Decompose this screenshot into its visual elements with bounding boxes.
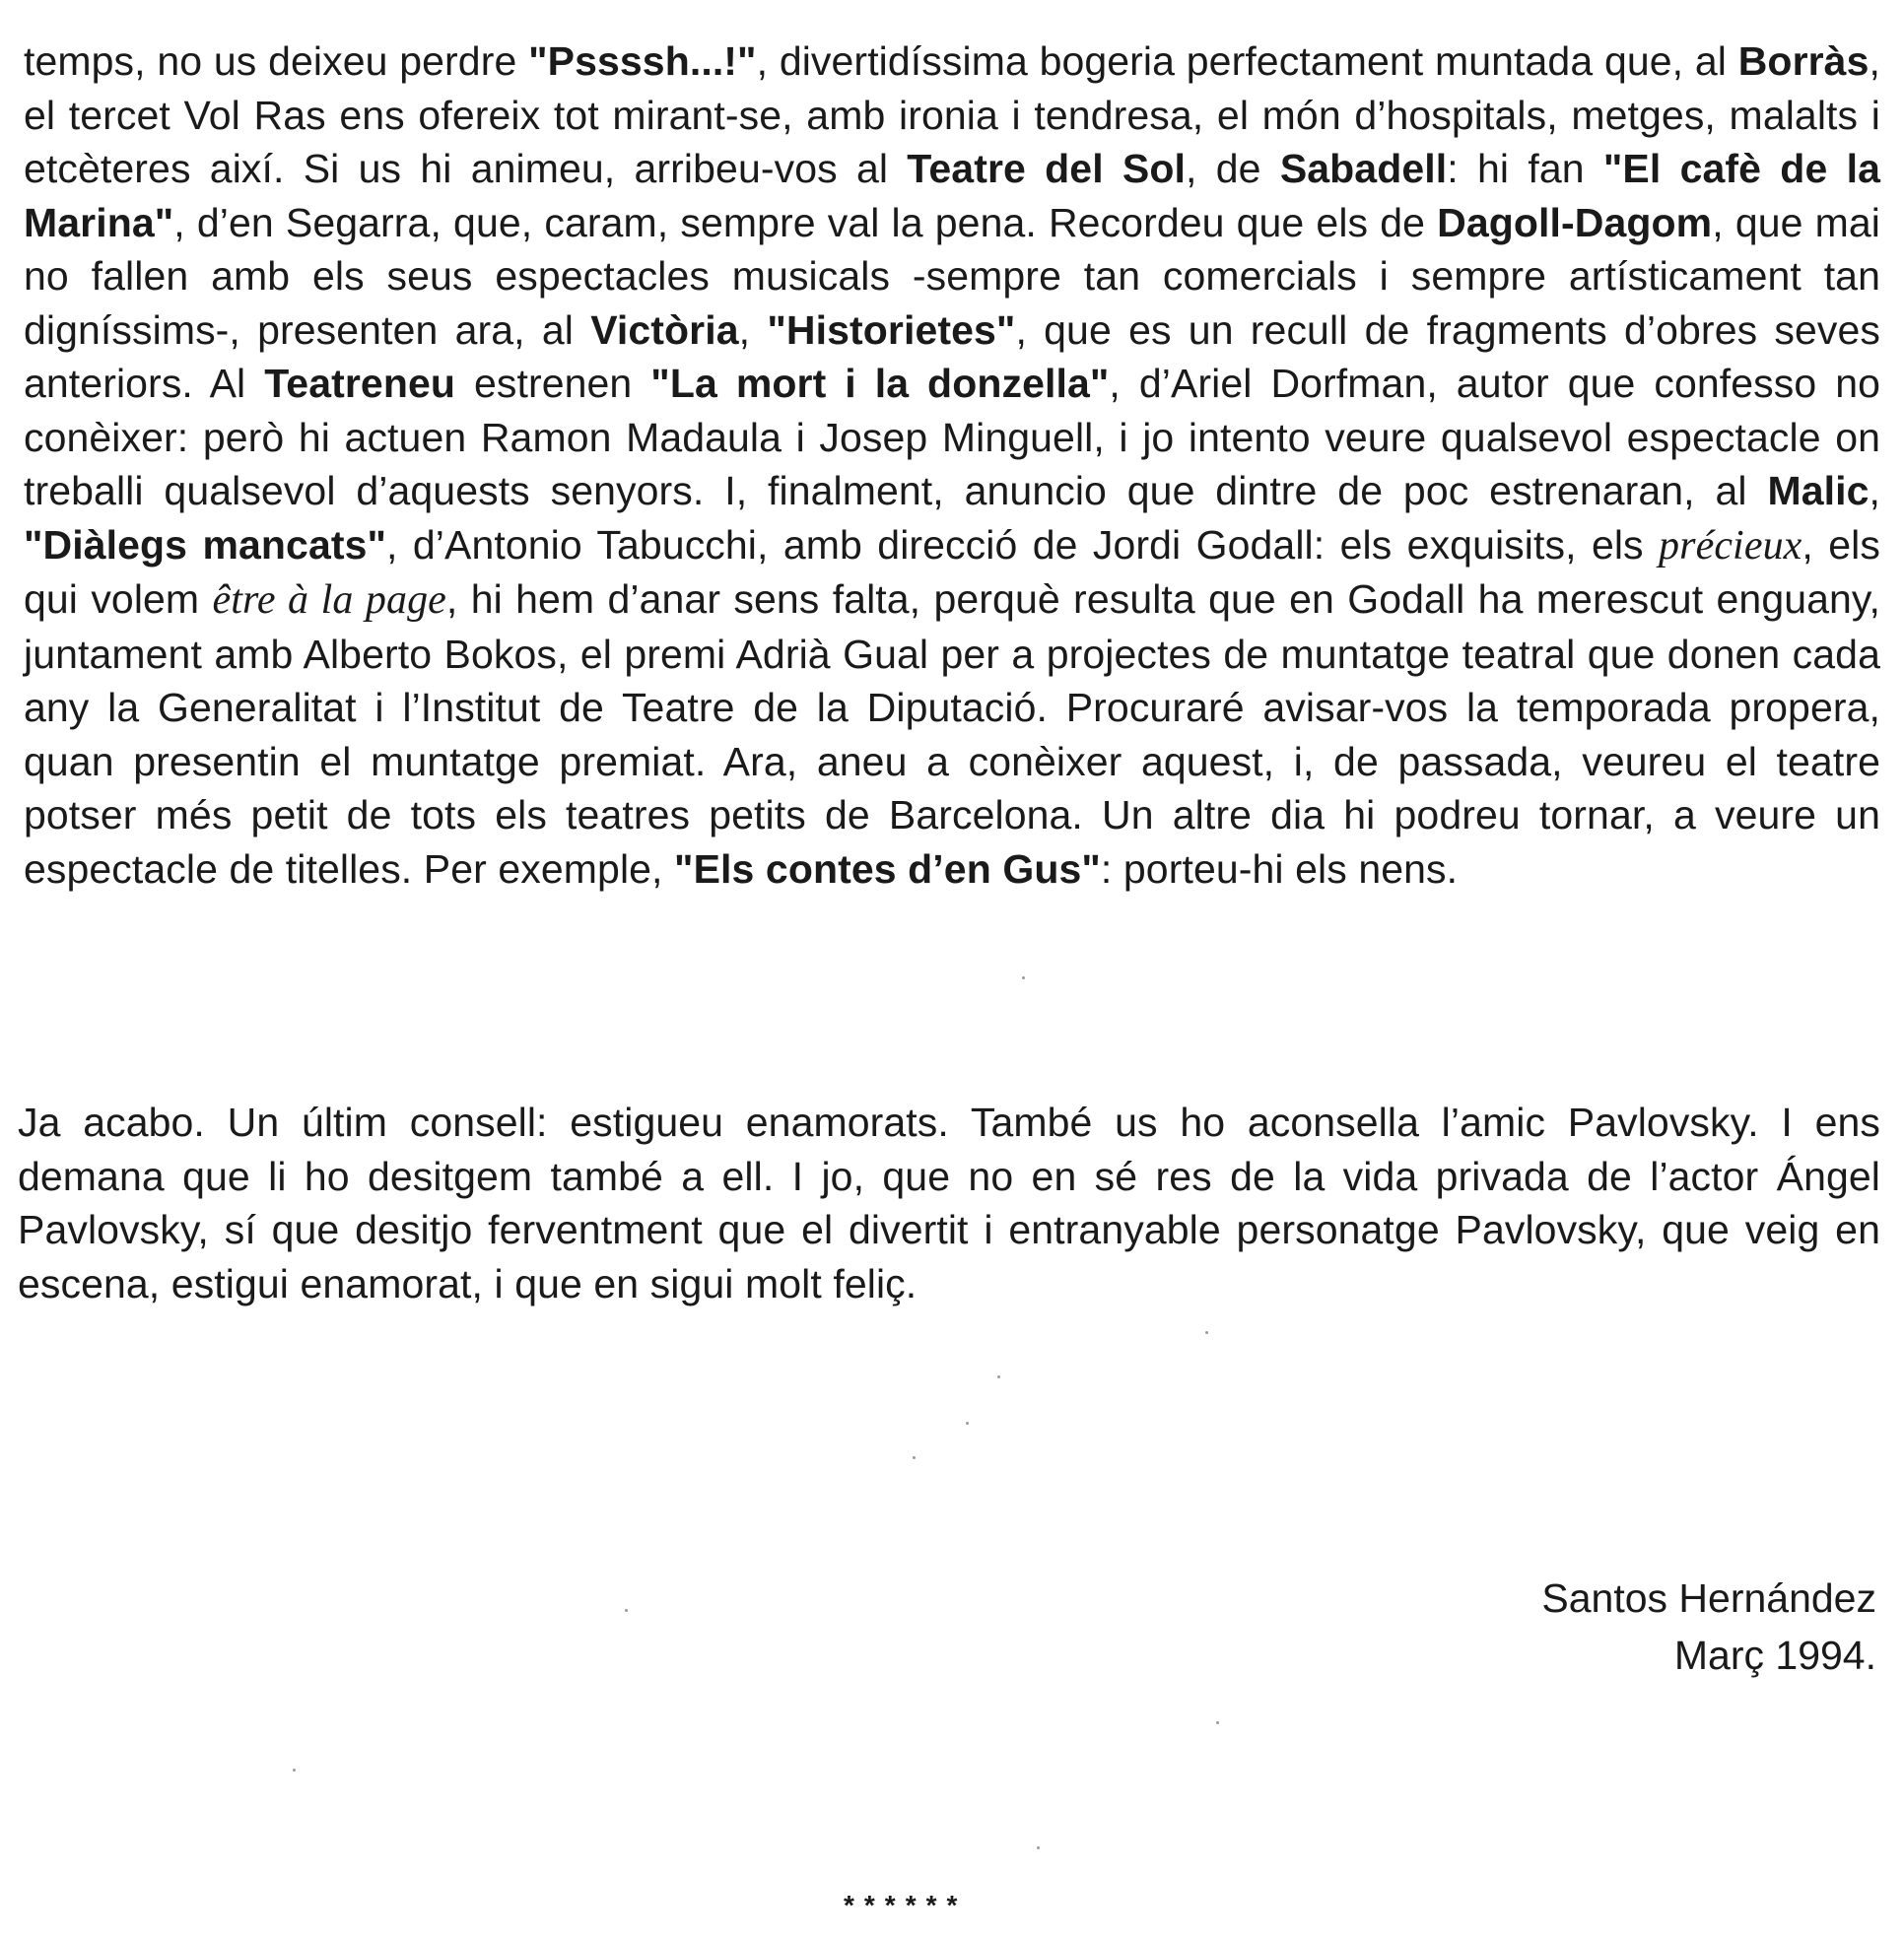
scan-speck bbox=[1022, 976, 1025, 979]
body-paragraph-theatre-listings bbox=[24, 34, 1880, 896]
bold-title-run: "Diàlegs mancats" bbox=[24, 521, 387, 568]
text-run: , divertidíssima bogeria perfectament muntada que, al bbox=[756, 38, 1738, 84]
text-run: : porteu-hi els nens. bbox=[1100, 845, 1459, 892]
text-run: , d’en Segarra, que, caram, sempre val la pena. Recordeu que els de bbox=[173, 199, 1438, 245]
text-run: , de bbox=[1186, 146, 1280, 191]
bold-title-run: Malic bbox=[1767, 468, 1870, 513]
text-run: : hi fan bbox=[1447, 146, 1603, 191]
text-run: , d’Antonio Tabucchi, amb direcció de Jordi Godall: els exquisits, els bbox=[386, 521, 1660, 568]
signature-block bbox=[1541, 1570, 1876, 1684]
scan-speck bbox=[1205, 1331, 1208, 1334]
text-run: , que es un recull de fragments d’obres seves anteriors. Al bbox=[24, 306, 1881, 406]
scan-speck bbox=[293, 1769, 296, 1772]
text-run: estrenen bbox=[455, 361, 651, 406]
text-run: , bbox=[738, 306, 768, 353]
scan-speck bbox=[997, 1375, 1000, 1378]
bold-title-run: Sabadell bbox=[1279, 146, 1448, 191]
text-run: , d’Ariel Dorfman, autor que confesso no conèixer: però hi actuen Ramon Madaula i Josep Minguell, i jo intento veure qualsevol espectacle on treballi qualsevol d’aquests senyors. I, finalment, anuncio que dintre de poc estrenaran, al bbox=[24, 361, 1880, 513]
bold-title-run: Teatreneu bbox=[264, 361, 456, 406]
scan-speck bbox=[625, 1609, 628, 1612]
text-run: , que mai no fallen amb els seus espectacles musicals -sempre tan comercials i sempre artísticament tan digníssims-, presenten ara, al bbox=[24, 199, 1880, 353]
scan-speck bbox=[913, 1456, 916, 1459]
bold-title-run: "El cafè de la Marina" bbox=[24, 146, 1880, 245]
text-run: , el tercet Vol Ras ens ofereix tot mirant-se, amb ironia i tendresa, el món d’hospitals, metges, malalts i etcèteres així. Si us hi animeu, arribeu-vos al bbox=[24, 38, 1880, 191]
scan-speck bbox=[1037, 1846, 1040, 1849]
bold-title-run: "Historietes" bbox=[767, 306, 1016, 353]
body-paragraph-closing-advice: Ja acabo. Un últim consell: estigueu enamorats. També us ho aconsella l’amic Pavlovsky. I ens demana que li ho desitgem també a ell. I jo, que no en sé res de la vida privada de l’actor Ángel Pavlovsky, sí que desitjo ferventment que el divertit i entranyable personatge Pavlovsky, que veig en escena, estigui enamorat, i que en sigui molt feliç. bbox=[18, 1100, 1880, 1306]
text-run: , els qui volem bbox=[24, 521, 1880, 622]
text-run: temps, no us deixeu perdre bbox=[24, 38, 529, 84]
text-run: , bbox=[1869, 468, 1880, 513]
bold-title-run: Victòria bbox=[590, 306, 739, 353]
bold-title-run: Dagoll-Dagom bbox=[1437, 199, 1713, 245]
author-name: Santos Hernández bbox=[1541, 1575, 1876, 1621]
bold-title-run: Borràs bbox=[1737, 38, 1870, 84]
bold-title-run: "Els contes d’en Gus" bbox=[674, 845, 1101, 892]
section-separator: ****** bbox=[844, 1890, 968, 1920]
bold-title-run: "La mort i la donzella" bbox=[650, 361, 1110, 406]
text-run: , hi hem d’anar sens falta, perquè resulta que en Godall ha merescut enguany, juntament amb Alberto Bokos, el premi Adrià Gual per a projectes de muntatge teatral que donen cada any la Generalitat i l’Institut de Teatre de la Diputació. Procuraré avisar-vos la temporada propera, quan presentin el muntatge premiat. Ara, aneu a conèixer aquest, i, de passada, veureu el teatre potser més petit de tots els teatres petits de Barcelona. Un altre dia hi podreu tornar, a veure un espectacle de titelles. Per exemple, bbox=[24, 576, 1880, 892]
italic-phrase-run: être à la page bbox=[212, 577, 446, 623]
italic-phrase-run: précieux bbox=[1659, 522, 1802, 569]
signature-date: Març 1994. bbox=[1673, 1633, 1876, 1678]
bold-title-run: "Pssssh...!" bbox=[528, 38, 757, 84]
scan-speck bbox=[966, 1422, 969, 1425]
bold-title-run: Teatre del Sol bbox=[907, 146, 1187, 191]
scan-speck bbox=[1216, 1721, 1219, 1724]
